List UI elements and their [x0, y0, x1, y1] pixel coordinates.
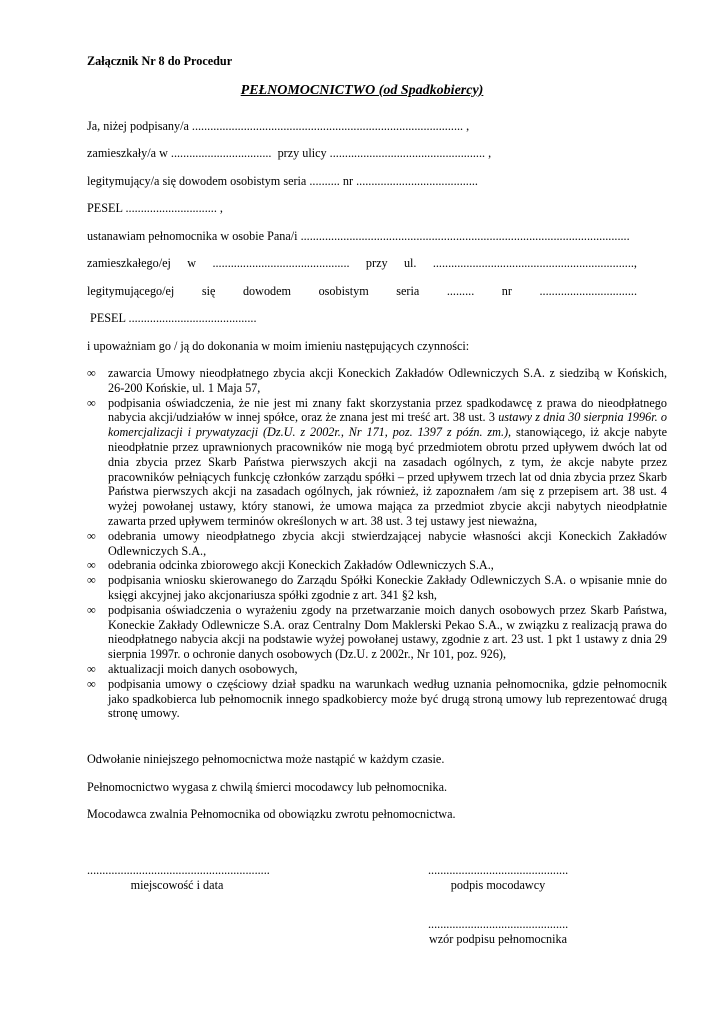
attorney-id-word: legitymującego/ej	[87, 284, 175, 298]
list-item	[87, 366, 667, 396]
signature-line: ..............................................	[428, 917, 569, 931]
attorney-id-word: osobistym	[318, 284, 369, 298]
expiry-clause: Pełnomocnictwo wygasa z chwilą śmierci mocodawcy lub pełnomocnika.	[87, 780, 448, 794]
list-item	[87, 558, 667, 573]
principal-street: przy ulicy ................................................... ,	[277, 146, 492, 160]
attorney-signature	[428, 917, 568, 947]
revocation-clause: Odwołanie niniejszego pełnomocnictwa może nastąpić w każdym czasie.	[87, 752, 445, 766]
attorney-address-word: w	[187, 256, 197, 270]
authorized-actions-list	[87, 366, 667, 721]
principal-signature-label: podpis mocodawcy	[450, 878, 546, 892]
attorney-address-word: .............................................	[212, 256, 350, 270]
action-text: podpisania oświadczenia o wyrażeniu zgody na przetwarzanie moich danych osobowych przez Skarb Państwa, Koneckie Zakłady Odlewnicze S.A. oraz Centralny Dom Maklerski Pekao S.A., w związku z realizacją prawa do nieodpłatnego nabycia akcji na podstawie wyżej powołanej ustawy, zgodnie z art. 23 ust. 1 pkt 1 ustawy z dnia 29 sierpnia 1997r. o ochronie danych osobowych (Dz.U. z 2002r., Nr 101, poz. 926),	[108, 602, 667, 662]
bullet-icon: ∞	[87, 602, 96, 617]
action-text: odebrania umowy nieodpłatnego zbycia akcji stwierdzającej nabycie własności akcji Koneckich Zakładów Odlewniczych S.A.,	[108, 528, 667, 558]
place-date-label: miejscowość i data	[130, 878, 224, 892]
action-text: stanowiącego, iż akcje nabyte nieodpłatnie przez uprawnionych pracowników nie mogą być przedmiotem obrotu przed upływem dwóch lat od dnia zbycia przez Skarb Państwa pierwszych akcji na zasadach ogólnych, z tym, że akcje nabyte przez pracowników pełniących funkcję członków zarządu spółki – przed upływem trzech lat od dnia zbycia przez Skarb Państwa pierwszych akcji na zasadach ogólnych, jak również, iż zapoznałem /am się z przepisem art. 38 ust. 4 wyżej powołanej ustawy, który stanowi, że umowa mająca za przedmiot zbycie akcji nabytych nieodpłatnie zawarta przed upływem terminów określonych w art. 38 ust. 3 tej ustawy jest nieważna,	[108, 425, 668, 528]
list-item	[87, 677, 667, 721]
attorney-address-word: zamieszkałego/ej	[87, 256, 171, 270]
bullet-icon: ∞	[87, 528, 96, 543]
attorney-id-word: ................................	[539, 284, 637, 298]
action-text: podpisania umowy o częściowy dział spadku na warunkach według uznania pełnomocnika, gdzie pełnomocnik jako spadkobierca lub pełnomocnik innego spadkobiercy może być drugą stroną umowy lub reprezentować drugą stronę umowy.	[108, 676, 667, 721]
place-date-signature	[87, 863, 270, 893]
bullet-icon: ∞	[87, 558, 96, 573]
attorney-pesel-line: PESEL ..........................................	[87, 311, 257, 325]
principal-name-line: Ja, niżej podpisany/a ......................................................................................... ,	[87, 119, 470, 133]
list-item	[87, 529, 667, 559]
attorney-id-word: dowodem	[242, 284, 292, 298]
bullet-icon: ∞	[87, 573, 96, 588]
bullet-icon: ∞	[87, 676, 96, 691]
signature-line: ..............................................	[428, 863, 569, 877]
bullet-icon: ∞	[87, 661, 96, 676]
action-text: aktualizacji moich danych osobowych,	[108, 661, 298, 676]
attorney-address-word: ul.	[403, 256, 417, 270]
principal-city: zamieszkały/a w .................................	[87, 146, 272, 160]
list-item	[87, 396, 667, 529]
list-item	[87, 662, 667, 677]
list-item	[87, 603, 667, 662]
principal-pesel-line: PESEL .............................. ,	[87, 201, 223, 215]
attorney-id-word: nr	[501, 284, 512, 298]
authorization-intro: i upoważniam go / ją do dokonania w moim imieniu następujących czynności:	[87, 339, 470, 353]
attorney-signature-label: wzór podpisu pełnomocnika	[428, 932, 568, 946]
principal-signature	[428, 863, 568, 893]
attorney-id-line	[87, 284, 637, 299]
bullet-icon: ∞	[87, 395, 96, 410]
return-clause: Mocodawca zwalnia Pełnomocnika od obowiązku zwrotu pełnomocnictwa.	[87, 807, 456, 821]
signature-line: ............................................................	[87, 863, 270, 877]
attorney-id-word: .........	[446, 284, 475, 298]
action-text: odebrania odcinka zbiorowego akcji Koneckich Zakładów Odlewniczych S.A.,	[108, 558, 494, 573]
action-text: podpisania oświadczenia, że nie jest mi znany fakt skorzystania przez spadkodawcę z prawa do nieodpłatnego nabycia akcji/udziałów w innej spółce, oraz że znana jest mi treść art. 38 ust. 3	[108, 395, 667, 425]
principal-id-line: legitymujący/a się dowodem osobistym seria .......... nr ........................................	[87, 174, 478, 188]
attorney-id-word: seria	[396, 284, 420, 298]
principal-address-line	[87, 146, 491, 161]
attorney-name-line: ustanawiam pełnomocnika w osobie Pana/i ............................................................................................................	[87, 229, 630, 243]
bullet-icon: ∞	[87, 366, 96, 380]
action-text: zawarcia Umowy nieodpłatnego zbycia akcji Koneckich Zakładów Odlewniczych S.A. z siedzibą w Końskich, 26-200 Końskie, ul. 1 Maja 57,	[108, 366, 667, 395]
list-item	[87, 573, 667, 603]
attorney-id-word: się	[201, 284, 216, 298]
action-text-italic: ustawy z dnia 30 sierpnia 1996r. o komercjalizacji i prywatyzacji (Dz.U. z 2002r., Nr 171, poz. 1397 z późn. zm.),	[108, 410, 667, 440]
action-text: podpisania wniosku skierowanego do Zarządu Spółki Koneckie Zakłady Odlewniczych S.A. o wpisanie mnie do księgi akcyjnej jako akcjonariusza spółki zgodnie z art. 341 §2 ksh,	[108, 573, 667, 602]
attorney-address-word: ..................................................................,	[432, 256, 637, 270]
attorney-address-word: przy	[365, 256, 388, 270]
document-title: PEŁNOMOCNICTWO (od Spadkobiercy)	[240, 83, 484, 98]
annex-label: Załącznik Nr 8 do Procedur	[87, 54, 233, 68]
attorney-address-line	[87, 256, 637, 271]
